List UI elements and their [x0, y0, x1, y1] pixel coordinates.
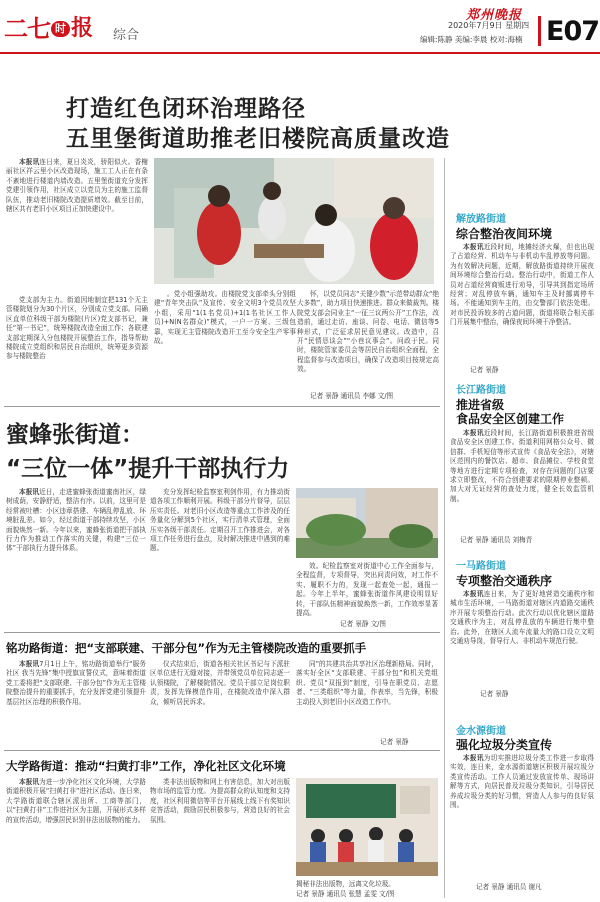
article1-title-line1: 打造红色闭环治理路径: [66, 96, 306, 122]
sidebar2-kicker: 长江路街道: [456, 385, 506, 396]
editor-credits: 编辑:陈静 美编:李晨 校对:海楠: [420, 35, 523, 44]
article3-column1: 本报讯7月1日上午，铭功路街道举行“服务社区 我当先锋”集中授旗宣誓仪式，意味着街道党工委将把“支部联建、干部分包”作为无主管楼院整治提升的重要抓手，充分发挥党建引领提升基层社区治理的积极作用。: [6, 660, 146, 706]
issue-date: 2020年7月9日 星期四: [448, 21, 530, 30]
article1-photo: [154, 158, 434, 284]
brand-name: 二七: [4, 15, 50, 43]
section-label: 综合: [113, 28, 140, 43]
sidebar4-title: 强化垃圾分类宣传: [456, 738, 553, 752]
article4-column2: 类非法出版物和网上有害信息，加大对出版物市场的监管力度。为提高群众的认知度和支持度，社区利用微信等平台开展线上线下有奖知识竞答活动，鼓励居民积极参与，营造良好的社会氛围。: [150, 778, 290, 824]
sidebar3-byline: 记者 景静: [480, 690, 509, 698]
paper-logo: 郑州晚报: [466, 8, 523, 23]
article1-lead: 本报讯: [19, 158, 40, 166]
article4-column1: 本报讯为进一步净化社区文化环境，大学路街道积极开展“扫黄打非”进社区活动。连日来，大学路街道联合辖区派出所、工商等部门，以“扫黄打非”工作进社区为主题，开展形式多样的宣传活动，增强居民识别非法出版物的能力。: [6, 778, 146, 824]
divider-rule: [4, 750, 440, 751]
residential-area-photo: [296, 488, 438, 558]
article2-title-line1: 蜜蜂张街道：: [6, 422, 144, 448]
page-number: E07: [546, 16, 600, 47]
header-rule: [0, 52, 600, 54]
article1-column1: 本报讯连日来，夏日炎炎，骄阳似火。香榭丽社区祥云里小区改造现场，施工工人正在有条不紊地进行楼道内墙改造。五里堡街道充分发挥党建引领作用，社区成立以党员为主的施工监督队伍，推动老旧楼院改造提质增效。截至目前，辖区共有老旧小区项目正加快建设中。: [6, 158, 148, 214]
article3-column2: 仪式结束后，街道各相关社区书记与下派驻区单位进行无缝对接，并带领党员单位同志逐一认领楼院，了解楼院情况。党员干部立足岗位职责，发挥先锋模范作用，在楼院改造中深入群众，倾听居民诉求。: [150, 660, 290, 706]
brand-suffix: 报: [71, 16, 94, 41]
article2-column1: 本报讯近日，走进蜜蜂张街道蜜南社区，绿树成荫，安静舒适，整洁有序。以前，这里可是经常被吐槽：小区违章搭建、车辆乱停乱放、环境脏乱差。如今，经过街道干部持续攻坚，小区面貌焕然一新。今年以来，蜜蜂张街道把干部执行力作为推动工作落实的关键，构建“三位一体”干部执行力提升体系。: [6, 488, 146, 553]
article3-byline: 记者 景静: [380, 738, 409, 746]
sidebar1-byline: 记者 景静: [470, 366, 499, 374]
article4-title: 大学路街道：推动“扫黄打非”工作，净化社区文化环境: [6, 759, 286, 773]
divider-rule: [4, 632, 440, 633]
sidebar3-text: 本报讯连日来，为了更好地营造交通秩序和城市生活环境，一马路街道对辖区内道路交通秩序开展专项整治行动。此次行动以优化辖区道路交通秩序为主，对乱停乱放的车辆进行集中整治。此外，在辖区人流车流量大的路口设立文明交通劝导岗，督导行人、非机动车规范行驶。: [450, 590, 594, 646]
sidebar2-title-line2: 食品安全区创建工作: [456, 412, 565, 426]
article3-column3: 同”的共建共治共享社区治理新格局。同时，落实好全区“支部联建、干部分包”和机关党组织、党员“双报到”制度，引导在职党员、志愿者、“三类组织”等力量，作表率，当先锋，积极主动投入到老旧小区改造工作中。: [296, 660, 438, 706]
article4-photo-caption: 揭秘非法出版物，远离文化垃圾。: [296, 880, 395, 888]
sidebar1-kicker: 解放路街道: [456, 214, 506, 225]
article4-photo: [296, 778, 438, 876]
page-brand: [4, 16, 93, 42]
page-divider-bar: [538, 16, 541, 46]
classroom-photo: [296, 778, 438, 876]
sidebar1-title: 综合整治夜间环境: [456, 227, 553, 241]
article1-byline: 记者 景静 通讯员 李娜 文/图: [310, 392, 394, 400]
article1-column1b: 党支部为主力。街道因地制宜把131个无主管楼院划分为30个片区，分别成立党支部。同确区直单位科级干部为楼院(片区)党支部书记，兼任“第一书记”，统筹楼院改造全面工作；各联建支部定期深入分包楼院开展整治工作，指导帮助楼院成立党组织和居民自治组织，统筹更多资源参与楼院整治: [6, 296, 148, 361]
sidebar1-text: 本报讯近段时间，地摊经济火爆，但也出现了占道经营、机动车与非机动车乱停放等问题。为有效解决问题，近期，解放路街道持续开展夜间环境综合整治行动。整治行动中，街道工作人员对占道经营商贩进行劝导，引导其到指定场所经营；对乱停放车辆，通知车主及时挪离停车场。不能通知到车主的，由交警部门依法处理。对市民投诉较多的占道问题，街道将联合相关部门开展集中整治，确保夜间环境干净整洁。: [450, 243, 594, 327]
article3-title: 铭功路街道：把“支部联建、干部分包”作为无主管楼院改造的重要抓手: [6, 641, 367, 655]
article2-column2: 充分发挥纪检监察室利剑作用，有力推动街道各项工作顺利开展。科级干部分片督导，层层压实责任。对老旧小区改造等重点工作涉及的任务量化分解到5个社区，实行清单式管理，全面压实各级干部责任。定期召开工作推进会，对各项工作任务进行盘点，及时解决推进中遇到的难题。: [150, 488, 290, 553]
sidebar4-text: 本报讯为切实推进垃圾分类工作进一步取得实效，连日来，金水源街道辖区积极开展垃圾分类宣传活动。工作人员通过发放宣传单、现场讲解等方式，向居民普及垃圾分类知识，引导居民养成垃圾分类的好习惯，营造人人参与的良好氛围。: [450, 754, 594, 810]
article1-column3: 怀，以党员同志“关键少数”示范带动群众“绝大多数”，助力项目快速推进。群众来做裁判。楼院党支部会同业主“一征三议两公开”工作法，改造前，通过走访、座谈、问卷、电话、微信等5种形式，广泛征求居民意见建议。改造中，召开“民情恳谈会”“小巷议事会”。问政于民。同时，楼院管家委员会等居民自治组织全面程，全程监督参与改造项目，确保了改造项目按规定高效。: [297, 290, 439, 374]
sidebar2-byline: 记者 景静 通讯员 刘梅青: [460, 536, 533, 544]
article1-title-line2: 五里堡街道助推老旧楼院高质量改造: [66, 126, 450, 152]
article4-byline: 记者 景静 通讯员 张慧 孟雯 文/图: [296, 890, 395, 898]
brand-badge: 时: [51, 21, 70, 37]
sidebar3-kicker: 一马路街道: [456, 561, 506, 572]
sidebar2-title-line1: 推进省级: [456, 398, 505, 412]
sidebar4-kicker: 金水源街道: [456, 726, 506, 737]
sidebar3-title: 专项整治交通秩序: [456, 574, 553, 588]
sidebar2-text: 本报讯近段时间，长江路街道积极推进省级食品安全区创建工作。街道利用网格公众号、微信群、手机短信等形式宣传《食品安全法》，对辖区范围内的餐饮店、超市、食品摊位、学校食堂等地方进行定期专项检查，对存在问题的门店要求立即整改，不符合创建要求的限期停业整顿。加大对无证经营的查处力度，健全长效监管机制。: [450, 429, 594, 503]
article2-byline: 记者 景静 文/图: [340, 620, 386, 628]
meeting-photo-illustration: [154, 158, 434, 284]
sidebar-divider: [444, 158, 445, 898]
article2-photo: [296, 488, 438, 558]
article2-column3: 效。纪检监察室对街道中心工作全面参与，全程监督，专项督导，突出问责问效，对工作不实、履职不力的，发现一起查处一起，通报一起。今年上半年，蜜蜂张街道作风建设明显好转，干部队伍精神面貌焕然一新，工作效率显著提高。: [296, 562, 438, 618]
sidebar4-byline: 记者 景静 通讯员 谢凡: [476, 883, 542, 891]
divider-rule: [4, 406, 440, 407]
article2-title-line2: “三位一体”提升干部执行力: [6, 456, 290, 482]
article1-column2: 。党小组强助攻。由楼院党支部牵头分别组建“青年突击队”及宣传、安全文明3个党员攻坚小组，采用“1(1名党员)+1(1名社区工作人员)+N(N名群众)”模式，一户一方案、三级包靠，实现无主管楼院改造开工至今安全生产零事故。: [154, 290, 296, 346]
